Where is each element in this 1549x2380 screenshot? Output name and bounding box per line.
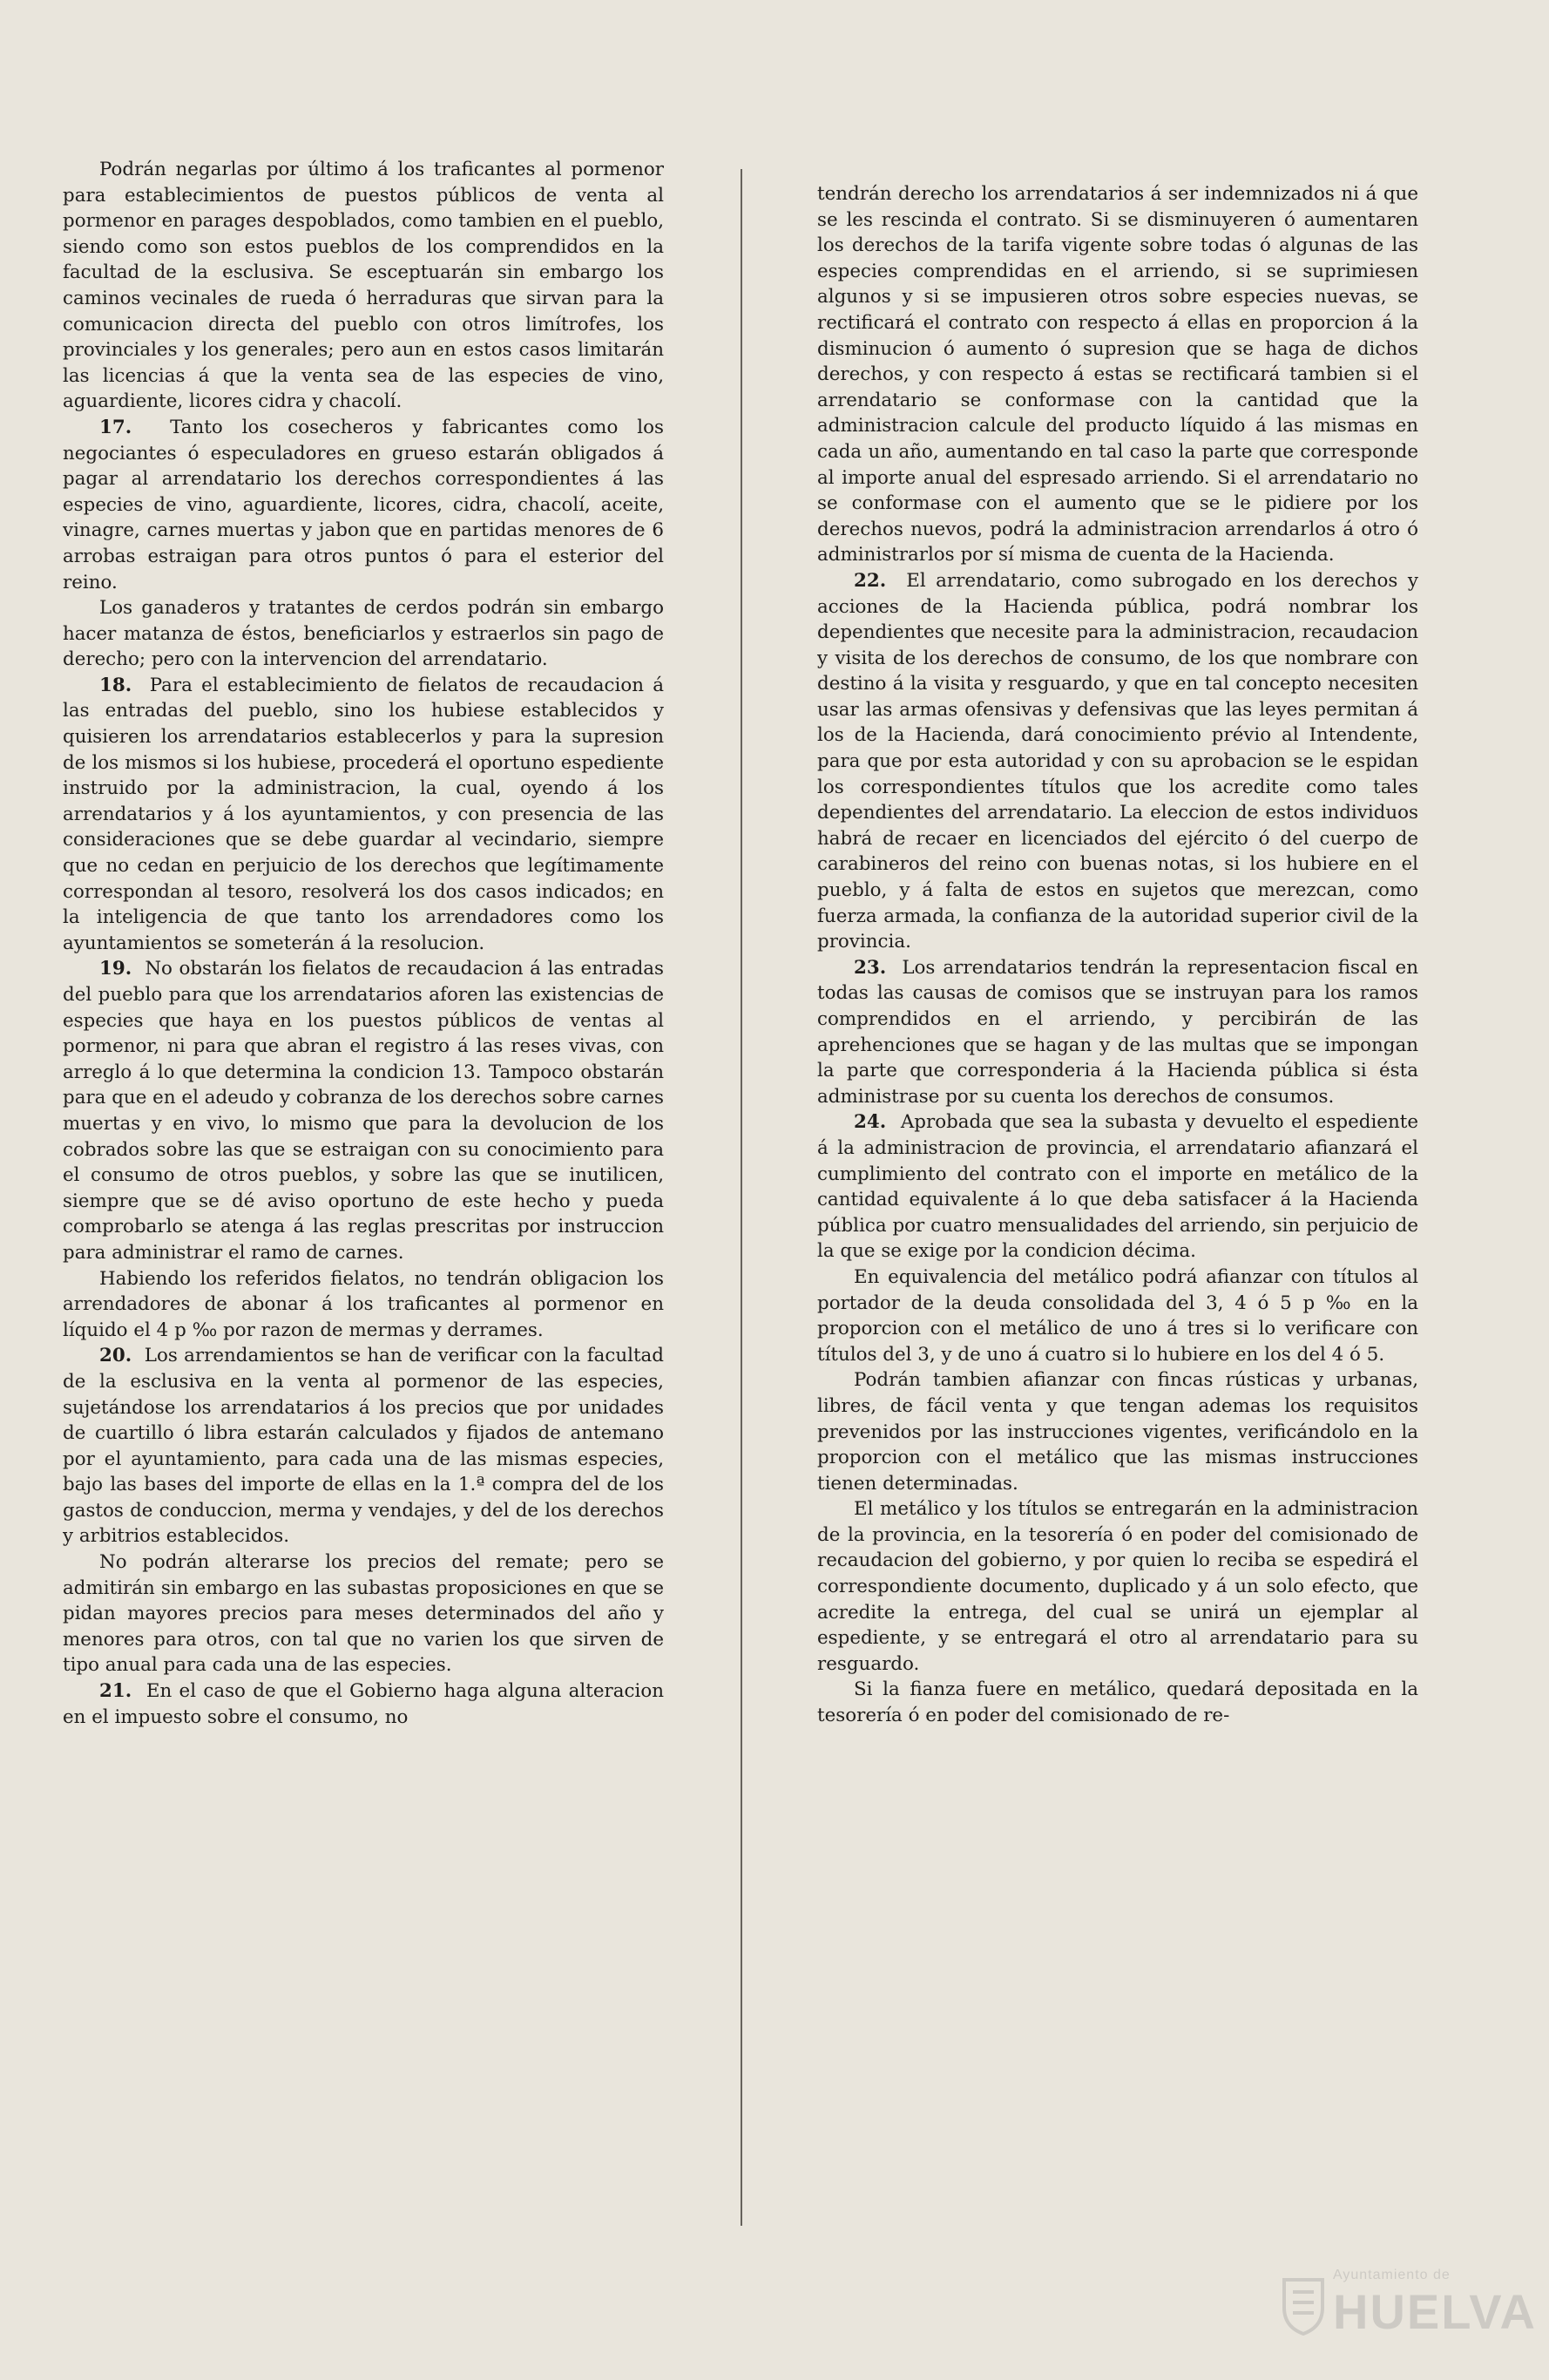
article-number: 18. bbox=[99, 674, 132, 696]
article-number: 21. bbox=[99, 1680, 132, 1703]
paragraph bbox=[63, 956, 664, 1265]
paragraph-text: En el caso de que el Gobierno haga alguna alteracion en el impuesto sobre el consumo, no bbox=[63, 1680, 664, 1728]
paragraph-text: Tanto los cosecheros y fabricantes como los negociantes ó especuladores en grueso estarán obligados á pagar al arrendatario los derechos correspondientes á las especies de vino, aguardiente, licores, cidra, chacolí, aceite, vinagre, carnes muertas y jabon que en partidas menores de 6 arrobas estraigan para otros puntos ó para el esterior del reino. bbox=[63, 416, 664, 593]
paragraph bbox=[817, 1109, 1418, 1265]
left-column bbox=[63, 157, 664, 2231]
article-number: 23. bbox=[854, 956, 887, 979]
paragraph bbox=[63, 157, 664, 415]
article-number: 22. bbox=[854, 569, 887, 592]
paragraph-text: No obstarán los fielatos de recaudacion á las entradas del pueblo para que los arrendatarios aforen las existencias de especies que haya en los puestos públicos de ventas al pormenor, ni para que abran el registro á las reses vivas, con arreglo á lo que determina la condicion 13. Tampoco obstarán para que en el adeudo y cobranza de los derechos sobre carnes muertas y en vivo, lo mismo que para la devolucion de los cobrados sobre las que se estraigan con su conocimiento para el consumo de otros pueblos, y sobre las que se inutilicen, siempre que se dé aviso oportuno de este hecho y pueda comprobarlo se atenga á las reglas prescritas por instruccion para administrar el ramo de carnes. bbox=[63, 958, 664, 1264]
paragraph-text: El metálico y los títulos se entregarán en la administracion de la provincia, en la tesorería ó en poder del comisionado de recaudacion del gobierno, y por quien lo reciba se espedirá el correspondiente documento, duplicado y á un solo efecto, que acredite la entrega, del cual se unirá un ejemplar al espediente, y se entregará el otro al arrendatario para su resguardo. bbox=[817, 1498, 1418, 1675]
paragraph bbox=[817, 1677, 1418, 1728]
paragraph bbox=[63, 1343, 664, 1549]
paragraph bbox=[817, 1265, 1418, 1367]
paragraph-text: En equivalencia del metálico podrá afianzar con títulos al portador de la deuda consolidada del 3, 4 ó 5 p ‰ en la proporcion con el metálico de uno á tres si lo verificare con títulos del 3, y de uno á cuatro si lo hubiere en los del 4 ó 5. bbox=[817, 1265, 1418, 1366]
paragraph-text: Los ganaderos y tratantes de cerdos podrán sin embargo hacer matanza de éstos, beneficiarlos y estraerlos sin pago de derecho; pero con la intervencion del arrendatario. bbox=[63, 597, 664, 671]
paragraph-text: No podrán alterarse los precios del remate; pero se admitirán sin embargo en las subastas proposiciones en que se pidan mayores precios para meses determinados del año y menores para otros, con tal que no varien los que sirven de tipo anual para cada una de las especies. bbox=[63, 1551, 664, 1677]
paragraph-text: Los arrendatarios tendrán la representacion fiscal en todas las causas de comisos que se instruyan para los ramos comprendidos en el arriendo, y percibirán de las aprehenciones que se hagan y de las multas que se impongan la parte que corresponderia á la Hacienda pública si ésta administrase por su cuenta los derechos de consumos. bbox=[817, 956, 1418, 1108]
paragraph bbox=[817, 181, 1418, 568]
watermark-caption: Ayuntamiento de bbox=[1333, 2268, 1451, 2282]
paragraph bbox=[817, 568, 1418, 955]
paragraph bbox=[63, 1549, 664, 1678]
column-divider bbox=[741, 169, 742, 2226]
paragraph-text: Aprobada que sea la subasta y devuelto el espediente á la administracion de provincia, el arrendatario afianzará el cumplimiento del contrato con el importe en metálico de la cantidad equivalente á lo que deba satisfacer á la Hacienda pública por cuatro mensualidades del arriendo, sin perjuicio de la que se exige por la condicion décima. bbox=[817, 1111, 1418, 1263]
article-number: 20. bbox=[99, 1345, 132, 1367]
coat-of-arms-icon bbox=[1281, 2273, 1326, 2336]
paragraph-text: Habiendo los referidos fielatos, no tendrán obligacion los arrendadores de abonar á los traficantes al pormenor en líquido el 4 p ‰ por razon de mermas y derrames. bbox=[63, 1267, 664, 1341]
watermark-name: HUELVA bbox=[1333, 2284, 1537, 2339]
paragraph-text: Podrán negarlas por último á los traficantes al pormenor para establecimientos de puestos públicos de venta al pormenor en parages despoblados, como tambien en el pueblo, siendo como son estos pueblos de los comprendidos en la facultad de la esclusiva. Se esceptuarán sin embargo los caminos vecinales de rueda ó herraduras que sirvan para la comunicacion directa del pueblo con otros limítrofes, los provinciales y los generales; pero aun en estos casos limitarán las licencias á que la venta sea de las especies de vino, aguardiente, licores cidra y chacolí. bbox=[63, 159, 664, 413]
article-number: 19. bbox=[99, 958, 132, 980]
paragraph-text: Podrán tambien afianzar con fincas rústicas y urbanas, libres, de fácil venta y que tengan ademas los requisitos prevenidos por las instrucciones vigentes, verificándolo en la proporcion con el metálico que las mismas instrucciones tienen determinadas. bbox=[817, 1369, 1418, 1495]
paragraph-text: Para el establecimiento de fielatos de recaudacion á las entradas del pueblo, sino los hubiese establecidos y quisieren los arrendatarios establecerlos y para la supresion de los mismos si los hubiese, procederá el oportuno espediente instruido por la administracion, la cual, oyendo á los arrendatarios y á los ayuntamientos, y con presencia de las consideraciones que se debe guardar al vecindario, siempre que no cedan en perjuicio de los derechos que legítimamente correspondan al tesoro, resolverá los dos casos indicados; en la inteligencia de que tanto los arrendadores como los ayuntamientos se someterán á la resolucion. bbox=[63, 674, 664, 954]
paragraph bbox=[63, 1678, 664, 1730]
paragraph-text: Si la fianza fuere en metálico, quedará depositada en la tesorería ó en poder del comisionado de re- bbox=[817, 1678, 1418, 1727]
paragraph bbox=[63, 415, 664, 595]
paragraph bbox=[817, 1496, 1418, 1677]
paragraph bbox=[63, 595, 664, 673]
article-number: 24. bbox=[854, 1111, 887, 1134]
paragraph-text: El arrendatario, como subrogado en los derechos y acciones de la Hacienda pública, podrá nombrar los dependientes que necesite para la administracion, recaudacion y visita de los derechos de consumo, de los que nombrare con destino á la visita y resguardo, y que en tal concepto necesiten usar las armas ofensivas y defensivas que las leyes permitan á los de la Hacienda, dará conocimiento prévio al Intendente, para que por esta autoridad y con su aprobacion se le espidan los correspondientes títulos que los acredite como tales dependientes del arrendatario. La eleccion de estos individuos habrá de recaer en licenciados del ejército ó del cuerpo de carabineros del reino con buenas notas, si los hubiere en el pueblo, y á falta de estos en sujetos que merezcan, como fuerza armada, la confianza de la autoridad superior civil de la provincia. bbox=[817, 569, 1418, 953]
paragraph bbox=[817, 1367, 1418, 1496]
article-number: 17. bbox=[99, 416, 132, 438]
paragraph-text: Los arrendamientos se han de verificar con la facultad de la esclusiva en la venta al pormenor de las especies, sujetándose los arrendatarios á los precios que por unidades de cuartillo ó libra estarán calculados y fijados de antemano por el ayuntamiento, para cada una de las mismas especies, bajo las bases del importe de ellas en la 1.ª compra del de los gastos de conduccion, merma y vendajes, y del de los derechos y arbitrios establecidos. bbox=[63, 1345, 664, 1548]
paragraph bbox=[817, 955, 1418, 1110]
right-column bbox=[817, 181, 1418, 2255]
paragraph bbox=[63, 1266, 664, 1344]
paragraph-text: tendrán derecho los arrendatarios á ser indemnizados ni á que se les rescinda el contrato. Si se disminuyeren ó aumentaren los derechos de la tarifa vigente sobre todas ó algunas de las especies comprendidas en el arriendo, si se suprimiesen algunos y si se impusieren otros sobre especies nuevas, se rectificará el contrato con respecto á ellas en proporcion á la disminucion ó aumento ó supresion que se haga de dichos derechos, y con respecto á estas se rectificará tambien si el arrendatario se conformase con la cantidad que la administracion calcule del producto líquido á las mismas en cada un año, aumentando en tal caso la parte que corresponde al importe anual del espresado arriendo. Si el arrendatario no se conformase con el aumento que se le pidiere por los derechos nuevos, podrá la administracion arrendarlos á otro ó administrarlos por sí misma de cuenta de la Hacienda. bbox=[817, 183, 1418, 566]
huelva-watermark bbox=[1281, 2266, 1537, 2344]
paragraph bbox=[63, 673, 664, 957]
